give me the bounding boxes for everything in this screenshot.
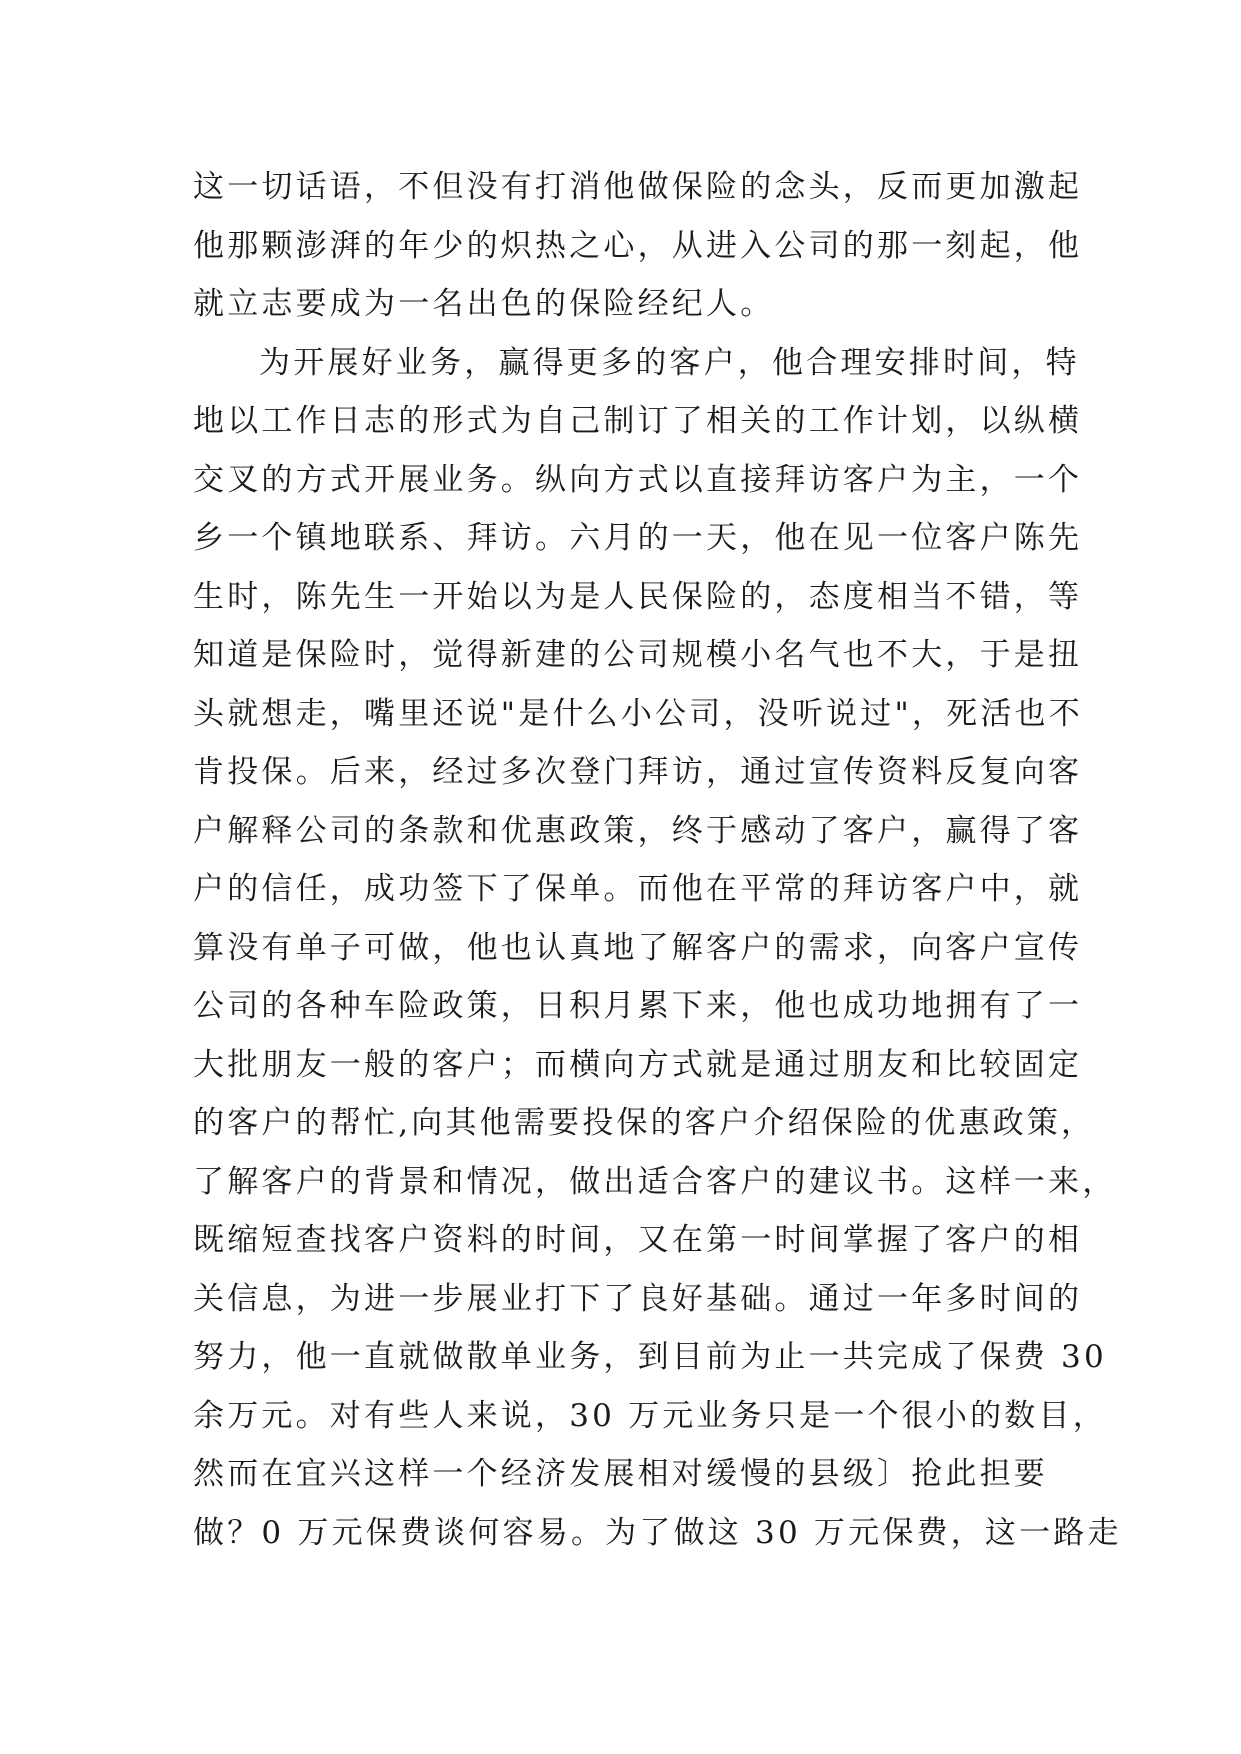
text-line: 头就想走，嘴里还说"是什么小公司，没听说过"，死活也不: [193, 695, 1083, 732]
text-line: 大批朋友一般的客户；而横向方式就是通过朋友和比较固定: [193, 1046, 1083, 1083]
text-line: 交叉的方式开展业务。纵向方式以直接拜访客户为主，一个: [193, 461, 1083, 498]
text-line: 户的信任，成功签下了保单。而他在平常的拜访客户中，就: [193, 871, 1083, 907]
text-line: 了解客户的背景和情况，做出适合客户的建议书。这样一来，: [193, 1163, 1117, 1200]
text-line: 肯投保。后来，经过多次登门拜访，通过宣传资料反复向客: [193, 754, 1083, 790]
text-line: 这一切话语，不但没有打消他做保险的念头，反而更加激起: [193, 169, 1083, 205]
text-line: 既缩短查找客户资料的时间，又在第一时间掌握了客户的相: [193, 1222, 1083, 1258]
text-line: 公司的各种车险政策，日积月累下来，他也成功地拥有了一: [193, 988, 1083, 1024]
text-line: 然而在宜兴这样一个经济发展相对缓慢的县级〕抢此担要: [193, 1456, 1048, 1492]
paragraph-first-line: 为开展好业务，赢得更多的客户，他合理安排时间，特: [259, 344, 1080, 381]
text-line: 关信息，为进一步展业打下了良好基础。通过一年多时间的: [193, 1280, 1083, 1317]
text-line: 算没有单子可做，他也认真地了解客户的需求，向客户宣传: [193, 929, 1083, 966]
text-line: 就立志要成为一名出色的保险经纪人。: [193, 286, 775, 322]
text-line: 地以工作日志的形式为自己制订了相关的工作计划，以纵横: [193, 403, 1083, 439]
body-text: [193, 158, 1122, 1562]
text-line: 乡一个镇地联系、拜访。六月的一天，他在见一位客户陈先: [193, 520, 1083, 556]
text-line: 努力，他一直就做散单业务，到目前为止一共完成了保费 30: [193, 1339, 1107, 1375]
text-line: 生时，陈先生一开始以为是人民保险的，态度相当不错，等: [193, 578, 1083, 615]
text-line: 他那颗澎湃的年少的炽热之心，从进入公司的那一刻起，他: [193, 227, 1083, 264]
text-line: 余万元。对有些人来说，30 万元业务只是一个很小的数目，: [193, 1397, 1107, 1434]
text-line: 户解释公司的条款和优惠政策，终于感动了客户，赢得了客: [193, 812, 1083, 849]
text-line: 做？0 万元保费谈何容易。为了做这 30 万元保费，这一路走: [193, 1514, 1122, 1551]
text-line: 的客户的帮忙,向其他需要投保的客户介绍保险的优惠政策，: [193, 1105, 1096, 1141]
text-line: 知道是保险时，觉得新建的公司规模小名气也不大，于是扭: [193, 637, 1083, 673]
